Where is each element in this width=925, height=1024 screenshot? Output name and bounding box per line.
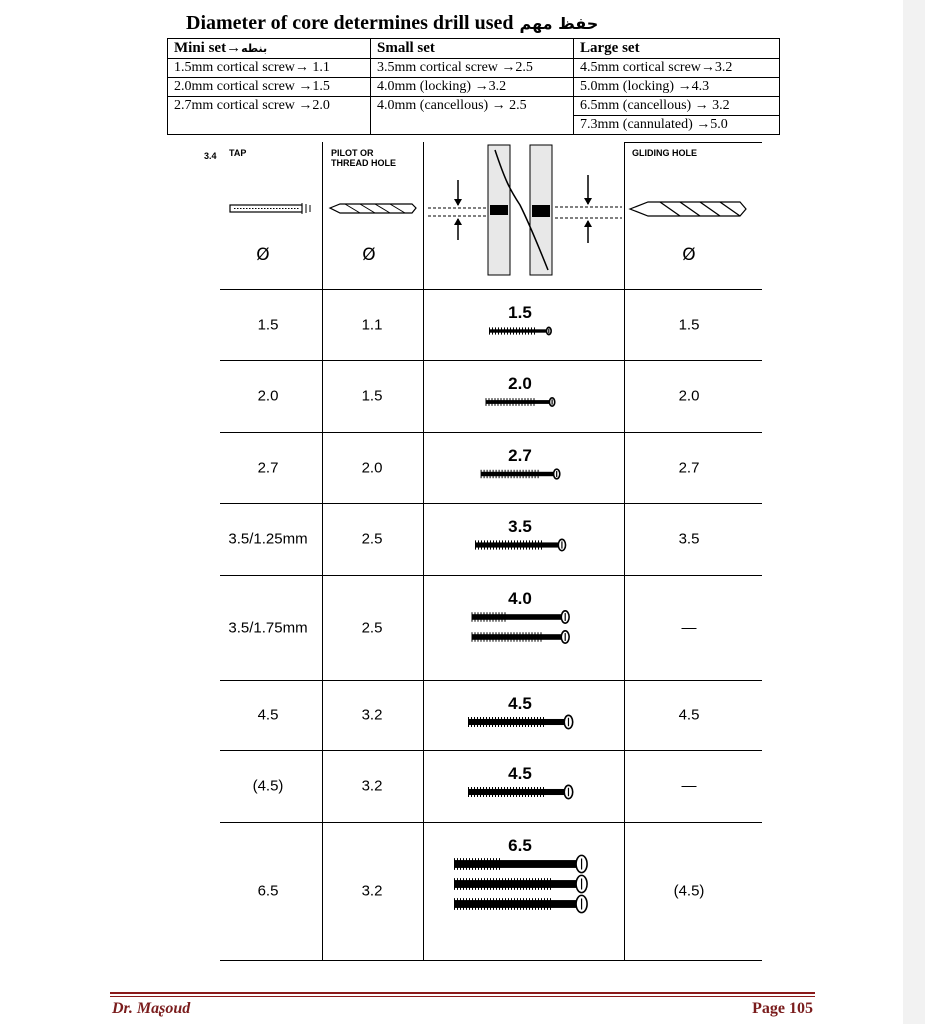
pilot-drill-illustration-icon <box>330 204 416 213</box>
table-cell: 5.0mm (locking) →4.3 <box>574 78 780 97</box>
figure-number: 3.4 <box>204 151 217 161</box>
table-cell: 2.0mm cortical screw →1.5 <box>168 78 371 97</box>
screw-icon <box>490 327 552 334</box>
header-mini-set-note: بنطه <box>241 42 268 55</box>
gliding-hole-size: 4.5 <box>678 706 700 724</box>
pilot-hole-size: 2.5 <box>361 619 383 636</box>
screw-size-label: 4.5 <box>508 764 532 783</box>
screw-icon <box>469 715 573 728</box>
screw-size-label: 4.0 <box>508 589 532 608</box>
screw-drawing-group <box>424 289 624 360</box>
gliding-hole-size: 2.7 <box>678 459 700 476</box>
header-large-set: Large set <box>574 39 780 59</box>
gliding-drill-illustration-icon <box>630 202 746 216</box>
header-mini-set-arrow: → <box>226 40 242 56</box>
screw-drawing-group <box>424 503 624 575</box>
screw-size-label: 2.7 <box>508 446 532 465</box>
header-illustrations <box>0 0 925 300</box>
screw-icon <box>472 611 569 623</box>
gliding-hole-size: 3.5 <box>678 530 700 548</box>
screw-icon <box>486 398 555 406</box>
header-small-set: Small set <box>371 39 574 59</box>
pilot-hole-size: 3.2 <box>361 706 383 724</box>
screw-drawing-group <box>424 680 624 750</box>
pilot-hole-size: 3.2 <box>361 882 383 900</box>
row-divider <box>220 960 762 961</box>
screw-drawing-group <box>424 575 624 680</box>
footer-author: Dr. Maʂoud <box>112 1000 191 1017</box>
tap-size: (4.5) <box>252 777 284 795</box>
pilot-hole-size: 1.1 <box>361 316 383 333</box>
col-header-pilot: PILOT OR THREAD HOLE <box>331 148 396 168</box>
pilot-hole-size: 2.5 <box>361 530 383 548</box>
screw-drawing-group <box>424 822 624 960</box>
screw-size-label: 3.5 <box>508 517 532 536</box>
screw-icon <box>455 855 588 872</box>
screw-drawing-group <box>424 360 624 432</box>
footer-page-number: Page 105 <box>752 1000 813 1017</box>
screw-icon <box>455 895 588 912</box>
table-cell: 2.7mm cortical screw →2.0 <box>168 97 371 135</box>
table-cell: 4.0mm (locking) →3.2 <box>371 78 574 97</box>
diameter-symbol-gliding: Ø <box>682 245 696 265</box>
tap-size: 2.0 <box>257 387 279 405</box>
col-header-tap: TAP <box>229 148 247 158</box>
bone-section-illustration-icon <box>428 145 622 275</box>
screw-icon <box>472 631 569 643</box>
title-text: Diameter of core determines drill used <box>186 12 514 34</box>
gliding-hole-size: — <box>681 777 697 795</box>
diameter-symbol-tap: Ø <box>256 245 270 265</box>
table-cell: 1.5mm cortical screw→ 1.1 <box>168 59 371 78</box>
tap-illustration-icon <box>230 203 310 214</box>
diameter-symbol-pilot: Ø <box>362 245 376 265</box>
tap-size: 2.7 <box>257 459 279 476</box>
screw-icon <box>476 539 566 550</box>
table-cell: 4.0mm (cancellous) → 2.5 <box>371 97 574 135</box>
gliding-hole-size: 1.5 <box>678 316 700 333</box>
title-arabic-note: حفظ مهم <box>519 14 599 33</box>
tap-size: 6.5 <box>257 882 279 900</box>
tap-size: 3.5/1.25mm <box>228 530 308 548</box>
table-cell: 4.5mm cortical screw→3.2 <box>574 59 780 78</box>
gliding-hole-size: (4.5) <box>673 882 705 900</box>
pilot-hole-size: 2.0 <box>361 459 383 476</box>
footer-rule <box>110 992 815 994</box>
gliding-hole-size: — <box>681 619 697 636</box>
table-cell: 6.5mm (cancellous) → 3.2 <box>574 97 780 116</box>
footer-rule-thin <box>110 996 815 997</box>
gliding-hole-size: 2.0 <box>678 387 700 405</box>
col-header-gliding: GLIDING HOLE <box>632 148 697 158</box>
screw-size-label: 1.5 <box>508 303 532 322</box>
screw-icon <box>481 469 560 479</box>
screw-size-label: 2.0 <box>508 374 532 393</box>
table-cell: 7.3mm (cannulated) →5.0 <box>574 116 780 135</box>
tap-size: 4.5 <box>257 706 279 724</box>
pilot-hole-size: 3.2 <box>361 777 383 795</box>
header-mini-set-label: Mini set <box>174 40 227 56</box>
screw-drawing-group <box>424 432 624 503</box>
pilot-hole-size: 1.5 <box>361 387 383 405</box>
screw-size-label: 4.5 <box>508 694 532 713</box>
tap-size: 1.5 <box>257 316 279 333</box>
screw-size-label: 6.5 <box>508 836 532 855</box>
screw-icon <box>455 875 588 892</box>
tap-size: 3.5/1.75mm <box>228 619 308 636</box>
table-cell: 3.5mm cortical screw →2.5 <box>371 59 574 78</box>
screw-icon <box>469 785 573 798</box>
screw-drawing-group <box>424 750 624 822</box>
